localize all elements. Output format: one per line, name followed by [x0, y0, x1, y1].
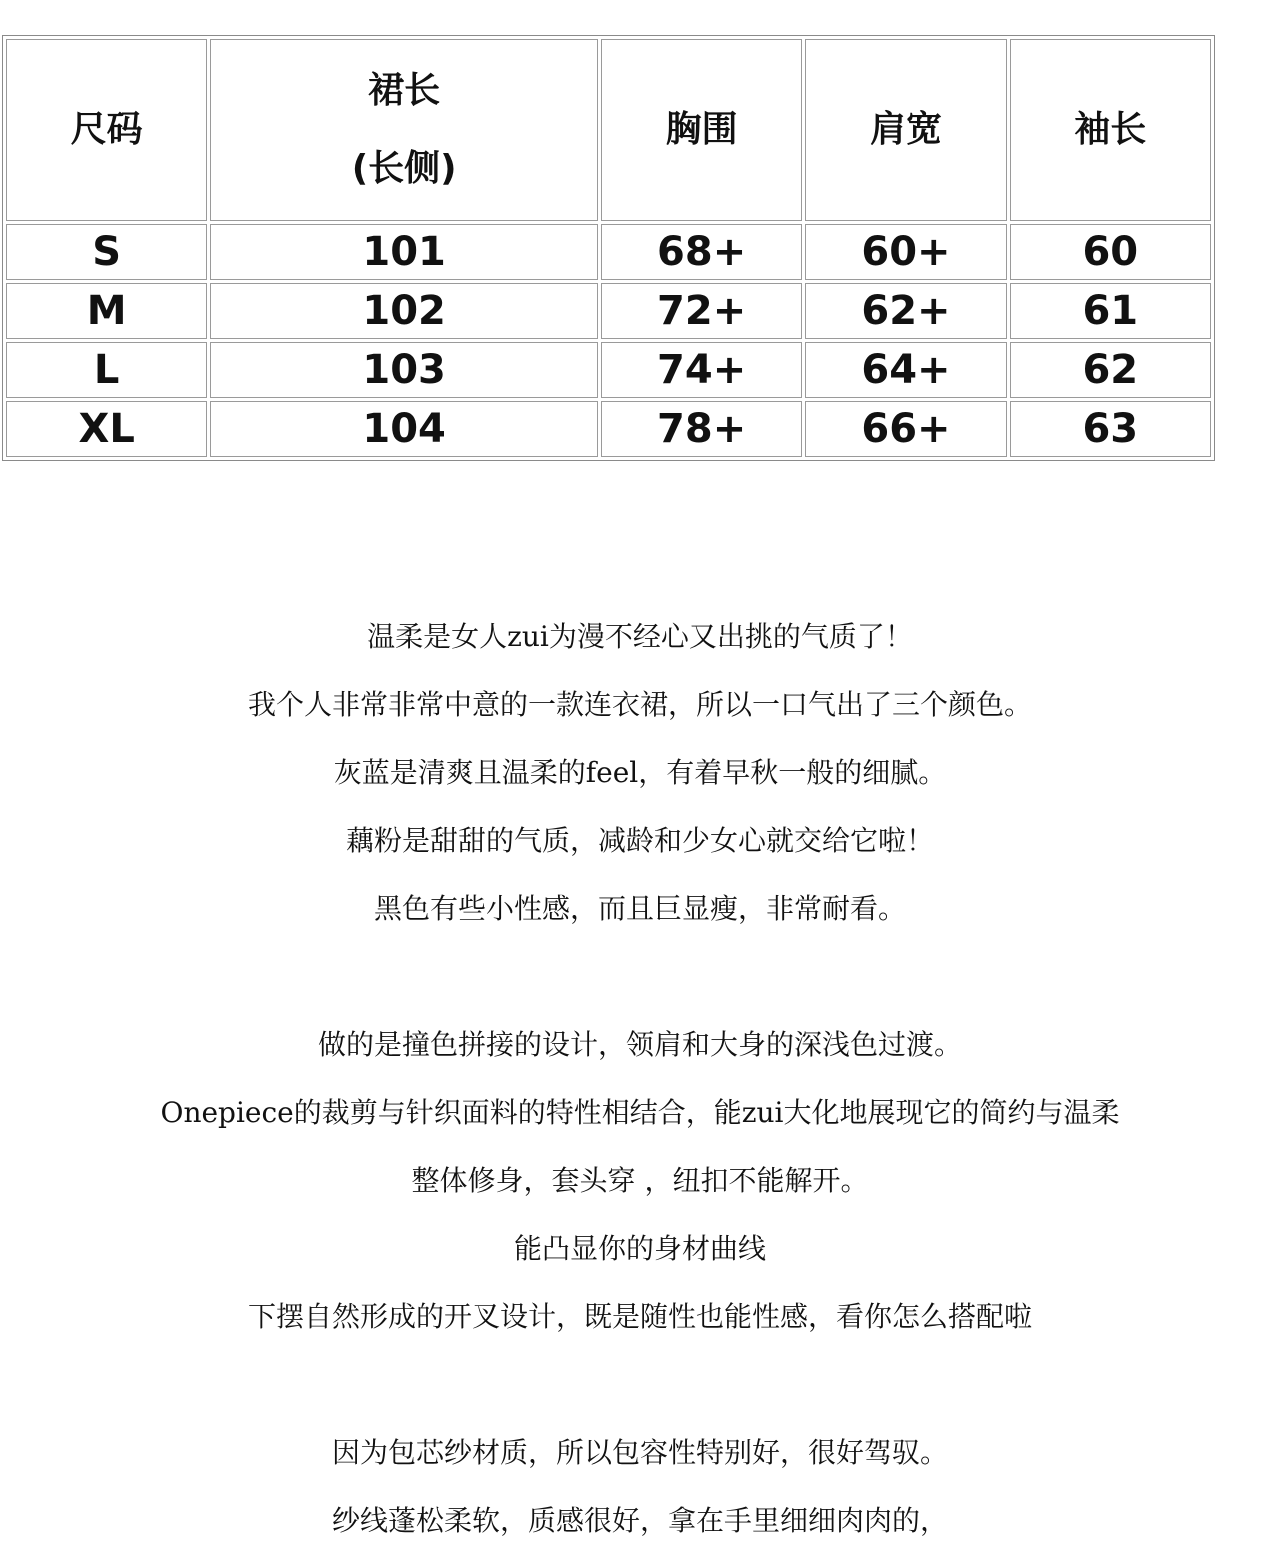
cell-shoulder-width: 66+	[805, 401, 1006, 457]
cell-skirt-length: 103	[210, 342, 598, 398]
cell-bust: 72+	[601, 283, 802, 339]
cell-shoulder-width: 64+	[805, 342, 1006, 398]
description-line: 我个人非常非常中意的一款连衣裙，所以一口气出了三个颜色。	[247, 688, 1032, 721]
paragraph-spacer	[0, 943, 1280, 1011]
cell-sleeve-length: 61	[1010, 283, 1211, 339]
table-row	[6, 224, 1211, 280]
table-row	[6, 342, 1211, 398]
description-line: Onepiece的裁剪与针织面料的特性相结合，能zui大化地展现它的简约与温柔	[160, 1096, 1120, 1129]
header-skirt-length-label: 裙长	[368, 70, 441, 111]
cell-shoulder-width: 62+	[805, 283, 1006, 339]
cell-skirt-length: 102	[210, 283, 598, 339]
header-skirt-length-note: (长侧)	[351, 148, 457, 189]
product-description	[0, 603, 1280, 1555]
header-size: 尺码	[6, 39, 207, 221]
size-chart-table	[2, 35, 1215, 461]
header-skirt-length	[210, 39, 598, 221]
description-line: 做的是撞色拼接的设计，领肩和大身的深浅色过渡。	[317, 1028, 962, 1061]
cell-size: XL	[6, 401, 207, 457]
cell-size: L	[6, 342, 207, 398]
description-line: 黑色有些小性感，而且巨显瘦，非常耐看。	[373, 892, 906, 925]
header-bust: 胸围	[601, 39, 802, 221]
cell-bust: 78+	[601, 401, 802, 457]
size-chart-header-row	[6, 39, 1211, 221]
cell-size: S	[6, 224, 207, 280]
description-line: 温柔是女人zui为漫不经心又出挑的气质了！	[367, 620, 913, 653]
cell-sleeve-length: 63	[1010, 401, 1211, 457]
header-sleeve-length: 袖长	[1010, 39, 1211, 221]
paragraph-spacer	[0, 1351, 1280, 1419]
description-line: 藕粉是甜甜的气质，减龄和少女心就交给它啦！	[345, 824, 934, 857]
description-line: 灰蓝是清爽且温柔的feel，有着早秋一般的细腻。	[333, 756, 947, 789]
header-shoulder-width: 肩宽	[805, 39, 1006, 221]
description-line: 能凸显你的身材曲线	[513, 1232, 766, 1265]
description-line: 纱线蓬松柔软，质感很好，拿在手里细细肉肉的，	[331, 1504, 948, 1537]
cell-bust: 74+	[601, 342, 802, 398]
cell-shoulder-width: 60+	[805, 224, 1006, 280]
cell-bust: 68+	[601, 224, 802, 280]
cell-size: M	[6, 283, 207, 339]
table-row	[6, 401, 1211, 457]
cell-skirt-length: 104	[210, 401, 598, 457]
cell-sleeve-length: 60	[1010, 224, 1211, 280]
cell-sleeve-length: 62	[1010, 342, 1211, 398]
description-line: 下摆自然形成的开叉设计，既是随性也能性感，看你怎么搭配啦	[247, 1300, 1032, 1333]
cell-skirt-length: 101	[210, 224, 598, 280]
table-row	[6, 283, 1211, 339]
description-line: 整体修身，套头穿 ，纽扣不能解开。	[411, 1164, 869, 1197]
description-line: 因为包芯纱材质，所以包容性特别好，很好驾驭。	[331, 1436, 948, 1469]
